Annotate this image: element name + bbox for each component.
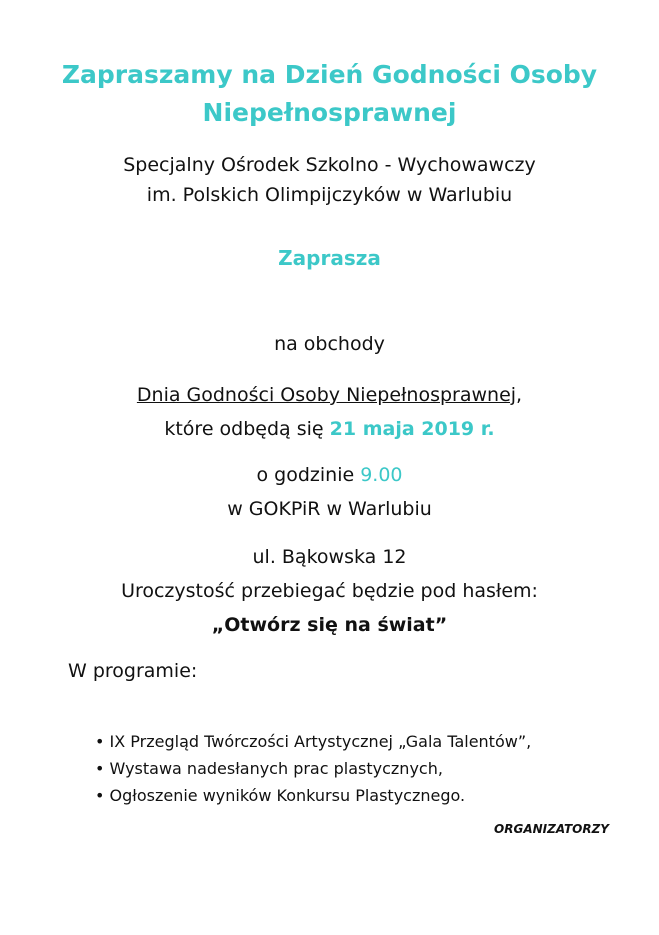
event-name: Dnia Godności Osoby Niepełnosprawnej — [136, 384, 517, 406]
organizer-line-2: im. Polskich Olimpijczyków w Warlubiu — [146, 184, 513, 206]
event-time: 9.00 — [360, 464, 403, 486]
event-place: w GOKPiR w Warlubiu — [227, 498, 432, 520]
event-intro: na obchody — [274, 333, 385, 355]
event-time-line — [0, 458, 659, 492]
event-address-block — [0, 540, 659, 642]
invitation-title — [0, 56, 659, 132]
program-heading: W programie: — [68, 660, 198, 682]
event-name-line — [0, 378, 659, 412]
event-motto: „Otwórz się na świat” — [211, 614, 448, 636]
program-item: • IX Przegląd Twórczości Artystycznej „Gala Talentów”, — [95, 728, 531, 755]
event-name-block — [0, 378, 659, 446]
event-date-prefix: które odbędą się — [164, 418, 330, 440]
event-time-prefix: o godzinie — [256, 464, 361, 486]
title-line-1: Zapraszamy na Dzień Godności Osoby — [61, 60, 598, 89]
program-list — [95, 728, 531, 809]
event-motto-intro: Uroczystość przebiegać będzie pod hasłem: — [121, 580, 538, 602]
organizer-line-1: Specjalny Ośrodek Szkolno - Wychowawczy — [123, 154, 536, 176]
event-name-suffix: , — [516, 384, 523, 406]
event-date: 21 maja 2019 r. — [329, 418, 495, 440]
event-time-place-block — [0, 458, 659, 526]
organizer-block — [0, 150, 659, 210]
title-line-2: Niepełnosprawnej — [202, 98, 457, 127]
footer-organizers: ORGANIZATORZY — [494, 822, 609, 836]
program-item: • Wystawa nadesłanych prac plastycznych, — [95, 755, 531, 782]
invites-label: Zaprasza — [278, 246, 381, 270]
event-address: ul. Bąkowska 12 — [252, 546, 407, 568]
program-item: • Ogłoszenie wyników Konkursu Plastycznego. — [95, 782, 531, 809]
event-date-line — [0, 412, 659, 446]
